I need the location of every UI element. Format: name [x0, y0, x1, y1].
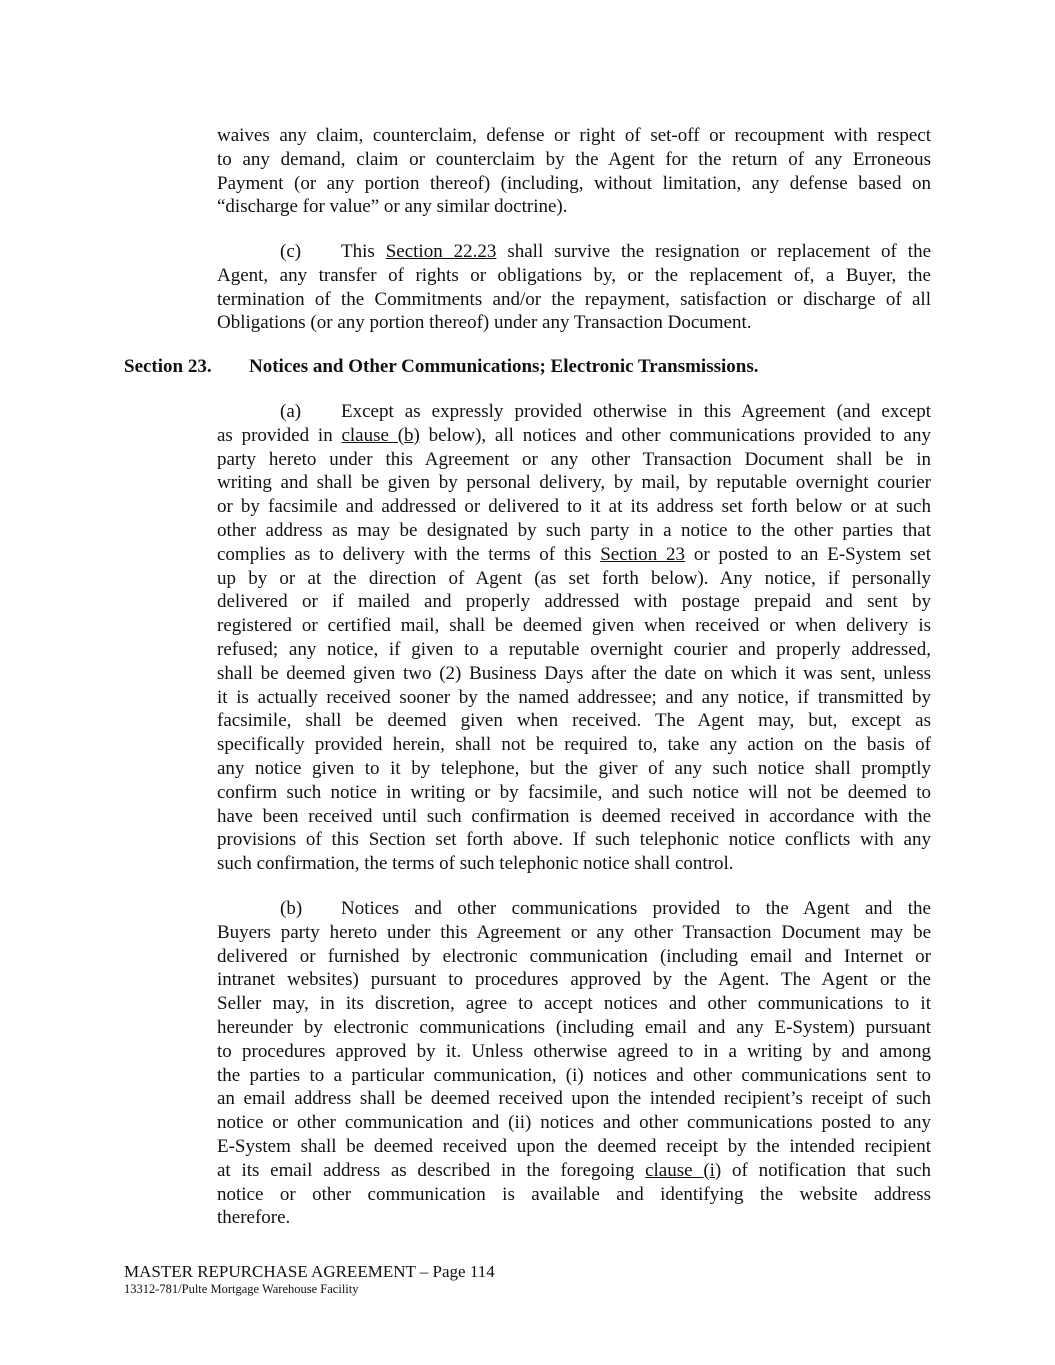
cross-reference: Section 23	[600, 543, 686, 565]
text-line	[217, 590, 931, 614]
text-run: Notices and other communications provided to the Agent and the	[341, 898, 931, 919]
text-run: it is actually received sooner by the named addressee; and any notice, if transmitted by	[217, 686, 931, 708]
text-run: facsimile, shall be deemed given when received. The Agent may, but, except as	[217, 710, 931, 732]
text-run: therefore.	[217, 1207, 291, 1229]
text-line	[217, 264, 931, 288]
text-line	[217, 124, 931, 148]
text-line	[217, 424, 931, 448]
text-run: Obligations (or any portion thereof) under any Transaction Document.	[217, 312, 752, 334]
text-run: shall survive the resignation or replacement of the	[496, 241, 932, 262]
paragraph-section-23-b	[217, 897, 931, 1230]
text-line	[217, 852, 931, 876]
text-line	[217, 638, 931, 662]
text-run: refused; any notice, if given to a reputable overnight courier and properly addressed,	[217, 638, 931, 660]
text-line	[217, 921, 931, 945]
text-line	[217, 240, 931, 264]
text-line	[217, 968, 931, 992]
text-run: to any demand, claim or counterclaim by the Agent for the return of any Erroneous	[217, 148, 931, 170]
text-run: specifically provided herein, shall not be required to, take any action on the basis of	[217, 734, 931, 756]
text-run: as provided in	[217, 424, 342, 446]
text-run: delivered or furnished by electronic communication (including email and Internet or	[217, 945, 931, 967]
text-run: Seller may, in its discretion, agree to accept notices and other communications to it	[217, 993, 931, 1015]
section-number: Section 23.	[124, 356, 212, 377]
text-line	[217, 1064, 931, 1088]
text-line	[217, 195, 931, 219]
text-run: intranet websites) pursuant to procedures approved by the Agent. The Agent or the	[217, 969, 931, 991]
text-line	[217, 543, 931, 567]
text-run: an email address shall be deemed received upon the intended recipient’s receipt of such	[217, 1088, 931, 1110]
text-run: other address as may be designated by such party in a notice to the other parties that	[217, 519, 931, 541]
text-run: delivered or if mailed and properly addressed with postage prepaid and sent by	[217, 591, 931, 613]
text-run: “discharge for value” or any similar doctrine).	[217, 196, 568, 218]
page-footer	[124, 1262, 495, 1297]
text-run: E-System shall be deemed received upon the deemed receipt by the intended recipient	[217, 1135, 931, 1157]
clause-label: (a)	[280, 401, 302, 422]
text-line	[217, 1183, 931, 1207]
text-run: notice or other communication is available and identifying the website address	[217, 1183, 931, 1205]
cross-reference: clause (i)	[645, 1159, 722, 1181]
text-line	[217, 828, 931, 852]
text-line	[217, 471, 931, 495]
text-line	[217, 1087, 931, 1111]
text-line	[217, 757, 931, 781]
text-line	[217, 1040, 931, 1064]
text-run: provisions of this Section set forth above. If such telephonic notice conflicts with any	[217, 829, 931, 851]
text-line	[217, 686, 931, 710]
text-run: shall be deemed given two (2) Business Days after the date on which it was sent, unless	[217, 662, 931, 684]
text-line	[217, 1159, 931, 1183]
text-line	[217, 311, 931, 335]
text-run: party hereto under this Agreement or any other Transaction Document shall be in	[217, 448, 931, 470]
text-line	[217, 614, 931, 638]
text-run: have been received until such confirmation is deemed received in accordance with the	[217, 805, 931, 827]
footer-subtitle: 13312-781/Pulte Mortgage Warehouse Facility	[124, 1282, 359, 1296]
text-run: below), all notices and other communications provided to any	[419, 424, 931, 446]
text-line	[217, 148, 931, 172]
text-run: or posted to an E-System set	[685, 543, 932, 565]
text-line	[217, 733, 931, 757]
clause-label: (c)	[280, 241, 302, 262]
footer-title: MASTER REPURCHASE AGREEMENT – Page 114	[124, 1262, 495, 1281]
text-line	[217, 495, 931, 519]
text-line	[217, 1206, 931, 1230]
cross-reference: clause (b)	[341, 424, 420, 446]
text-run: of notification that such	[721, 1159, 932, 1181]
text-run: Except as expressly provided otherwise in this Agreement (and except	[341, 401, 931, 422]
text-run: notice or other communication and (ii) notices and other communications posted to any	[217, 1112, 931, 1134]
paragraph-section-23-a	[217, 400, 931, 876]
text-run: up by or at the direction of Agent (as set forth below). Any notice, if personally	[217, 567, 931, 589]
text-run: any notice given to it by telephone, but the giver of any such notice shall promptly	[217, 757, 931, 779]
text-line	[217, 781, 931, 805]
clause-label: (b)	[280, 898, 303, 919]
text-run: at its email address as described in the foregoing	[217, 1159, 646, 1181]
text-run: Buyers party hereto under this Agreement or any other Transaction Document may be	[217, 921, 931, 943]
text-line	[217, 519, 931, 543]
text-run: writing and shall be given by personal delivery, by mail, by reputable overnight courier	[217, 472, 931, 494]
text-run: hereunder by electronic communications (including email and any E-System) pursuant	[217, 1016, 931, 1038]
text-run: termination of the Commitments and/or the repayment, satisfaction or discharge of all	[217, 288, 931, 310]
text-line	[217, 805, 931, 829]
text-run: registered or certified mail, shall be deemed given when received or when delivery is	[217, 615, 931, 637]
text-run: Payment (or any portion thereof) (including, without limitation, any defense based on	[217, 172, 931, 194]
text-run: such confirmation, the terms of such telephonic notice shall control.	[217, 853, 734, 875]
text-line	[217, 992, 931, 1016]
section-title: Notices and Other Communications; Electronic Transmissions.	[249, 356, 759, 377]
text-run: Agent, any transfer of rights or obligations by, or the replacement of, a Buyer, the	[217, 264, 931, 286]
text-line	[217, 448, 931, 472]
text-line	[217, 400, 931, 424]
text-line	[217, 567, 931, 591]
paragraph-continued	[217, 124, 931, 219]
text-run: to procedures approved by it. Unless otherwise agreed to in a writing by and among	[217, 1040, 931, 1062]
text-run: or by facsimile and addressed or delivered to it at its address set forth below or at such	[217, 496, 931, 518]
text-run: the parties to a particular communication, (i) notices and other communications sent to	[217, 1064, 931, 1086]
text-line	[217, 662, 931, 686]
text-run: confirm such notice in writing or by facsimile, and such notice will not be deemed to	[217, 781, 931, 803]
text-line	[217, 288, 931, 312]
text-line	[217, 1016, 931, 1040]
text-line	[217, 172, 931, 196]
text-line	[217, 945, 931, 969]
text-run: waives any claim, counterclaim, defense or right of set-off or recoupment with respect	[217, 125, 931, 146]
text-line	[217, 1135, 931, 1159]
text-run: This	[341, 241, 386, 262]
cross-reference: Section 22.23	[385, 241, 497, 262]
text-line	[217, 1111, 931, 1135]
paragraph-section-22-23-c	[217, 240, 931, 335]
text-run: complies as to delivery with the terms of this	[217, 543, 601, 565]
text-line	[217, 897, 931, 921]
text-line	[217, 709, 931, 733]
section-heading	[124, 356, 759, 378]
